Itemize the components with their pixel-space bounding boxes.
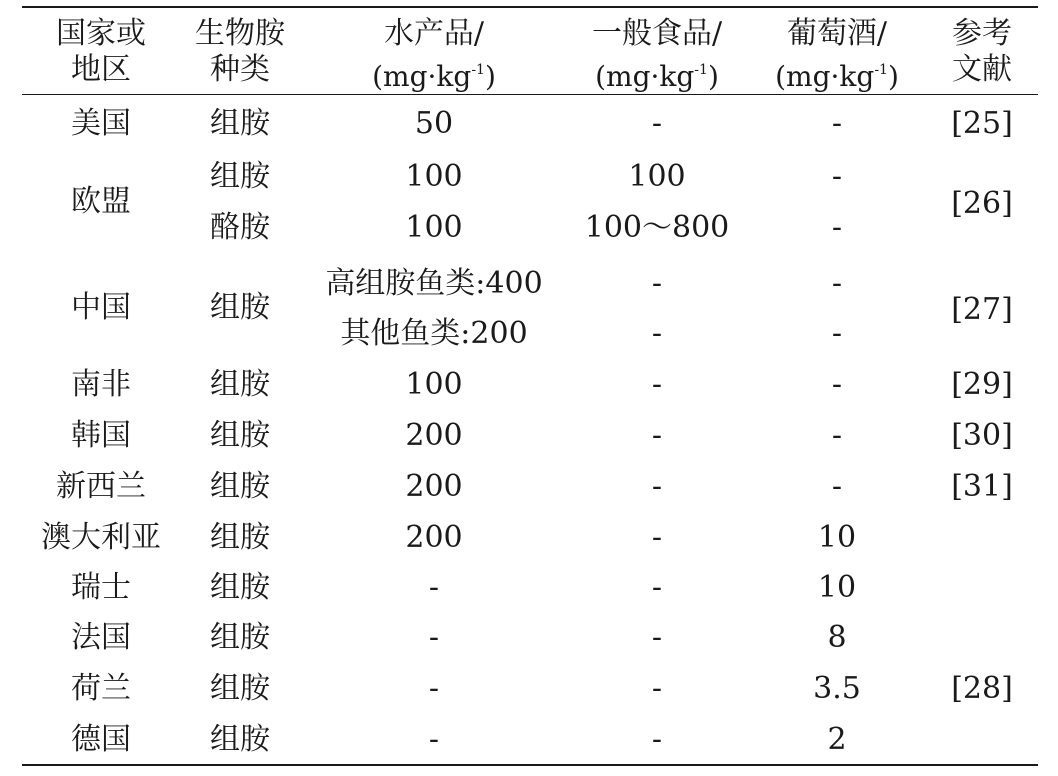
header-food-line1: 一般食品/: [591, 16, 723, 51]
row-nl-aquatic: -: [428, 671, 440, 706]
row-cn-sub1-food: -: [651, 266, 663, 301]
row-ch-country: 瑞士: [71, 570, 131, 605]
header-aquatic-unit-exp: -1: [471, 62, 485, 78]
row-eu-sub1-food: 100: [628, 159, 686, 194]
row-nz-ref: [31]: [951, 469, 1013, 504]
row-nz-amine: 组胺: [210, 469, 270, 504]
row-ch-amine: 组胺: [210, 570, 270, 605]
header-country: [56, 16, 146, 88]
row-au-food: -: [651, 520, 663, 555]
row-eu-sub2-amine: 酪胺: [210, 210, 270, 245]
row-fr-food: -: [651, 620, 663, 655]
row-eu-sub2-food: 100～800: [584, 210, 730, 245]
row-us-country: 美国: [71, 106, 131, 141]
row-us-wine: -: [831, 106, 843, 141]
row-eu-sub2-aquatic: 100: [405, 210, 463, 245]
header-ref-line1: 参考: [952, 16, 1012, 51]
row-kr-amine: 组胺: [210, 418, 270, 453]
row-za-aquatic: 100: [405, 367, 463, 402]
header-aquatic-unit-close: ): [484, 60, 496, 93]
row-nz-wine: -: [831, 469, 843, 504]
row-de-wine: 2: [827, 722, 847, 757]
row-fr-wine: 8: [827, 620, 847, 655]
row-fr-aquatic: -: [428, 620, 440, 655]
table-top-rule: [22, 6, 1038, 8]
row-kr-ref: [30]: [951, 418, 1013, 453]
row-cn-amine: 组胺: [210, 290, 270, 325]
row-us-aquatic: 50: [414, 106, 454, 141]
header-country-line1: 国家或: [56, 16, 146, 51]
row-eu-ref: [26]: [951, 186, 1013, 221]
row-eu-sub1-amine: 组胺: [210, 159, 270, 194]
header-aquatic-line1: 水产品/: [383, 16, 485, 51]
row-cn-sub2-food: -: [651, 316, 663, 351]
header-wine: [775, 16, 899, 95]
header-amine: [195, 16, 285, 88]
row-za-ref: [29]: [951, 367, 1013, 402]
row-cn-sub2-wine: -: [831, 316, 843, 351]
row-nl-ref: [28]: [951, 671, 1013, 706]
row-ch-wine: 10: [817, 570, 857, 605]
row-cn-sub1-wine: -: [831, 266, 843, 301]
row-za-wine: -: [831, 367, 843, 402]
row-za-amine: 组胺: [210, 367, 270, 402]
header-food-unit-main: (mg·kg: [595, 60, 695, 93]
row-de-aquatic: -: [428, 722, 440, 757]
row-nz-food: -: [651, 469, 663, 504]
row-de-food: -: [651, 722, 663, 757]
row-fr-country: 法国: [71, 620, 131, 655]
row-eu-sub2-wine: -: [831, 210, 843, 245]
row-au-wine: 10: [817, 520, 857, 555]
row-eu-sub1-aquatic: 100: [405, 159, 463, 194]
row-au-country: 澳大利亚: [41, 520, 161, 555]
header-food-unit-close: ): [707, 60, 719, 93]
row-cn-ref: [27]: [951, 292, 1013, 327]
row-kr-country: 韩国: [71, 418, 131, 453]
row-nl-amine: 组胺: [210, 671, 270, 706]
row-de-country: 德国: [71, 722, 131, 757]
row-au-aquatic: 200: [405, 520, 463, 555]
row-nz-aquatic: 200: [405, 469, 463, 504]
row-us-amine: 组胺: [210, 106, 270, 141]
header-wine-unit-close: ): [887, 60, 899, 93]
row-nl-country: 荷兰: [71, 671, 131, 706]
row-nz-country: 新西兰: [56, 469, 146, 504]
row-za-country: 南非: [71, 367, 131, 402]
row-ch-aquatic: -: [428, 570, 440, 605]
header-aquatic: [372, 16, 496, 95]
header-wine-line1: 葡萄酒/: [786, 16, 888, 51]
header-amine-line1: 生物胺: [195, 16, 285, 51]
row-cn-country: 中国: [71, 290, 131, 325]
header-aquatic-unit: [372, 52, 496, 95]
header-wine-unit: [775, 52, 899, 95]
row-eu-country: 欧盟: [71, 184, 131, 219]
header-amine-line2: 种类: [210, 52, 270, 87]
row-us-ref: [25]: [951, 106, 1013, 141]
row-za-food: -: [651, 367, 663, 402]
header-wine-unit-main: (mg·kg: [775, 60, 875, 93]
header-ref: [952, 16, 1012, 88]
row-nl-wine: 3.5: [813, 671, 861, 706]
header-food-unit: [592, 52, 722, 95]
row-cn-sub1-aquatic: 高组胺鱼类:400: [325, 266, 543, 301]
row-ch-food: -: [651, 570, 663, 605]
header-food-unit-exp: -1: [694, 62, 708, 78]
header-food: [592, 16, 722, 95]
row-fr-amine: 组胺: [210, 620, 270, 655]
row-kr-wine: -: [831, 418, 843, 453]
header-ref-line2: 文献: [952, 52, 1012, 87]
header-country-line2: 地区: [71, 52, 131, 87]
row-kr-aquatic: 200: [405, 418, 463, 453]
row-us-food: -: [651, 106, 663, 141]
row-de-amine: 组胺: [210, 722, 270, 757]
header-aquatic-unit-main: (mg·kg: [372, 60, 472, 93]
table-bottom-rule: [22, 764, 1038, 766]
row-kr-food: -: [651, 418, 663, 453]
row-cn-sub2-aquatic: 其他鱼类:200: [340, 316, 528, 351]
row-nl-food: -: [651, 671, 663, 706]
row-eu-sub1-wine: -: [831, 159, 843, 194]
header-wine-unit-exp: -1: [874, 62, 888, 78]
row-au-amine: 组胺: [210, 520, 270, 555]
